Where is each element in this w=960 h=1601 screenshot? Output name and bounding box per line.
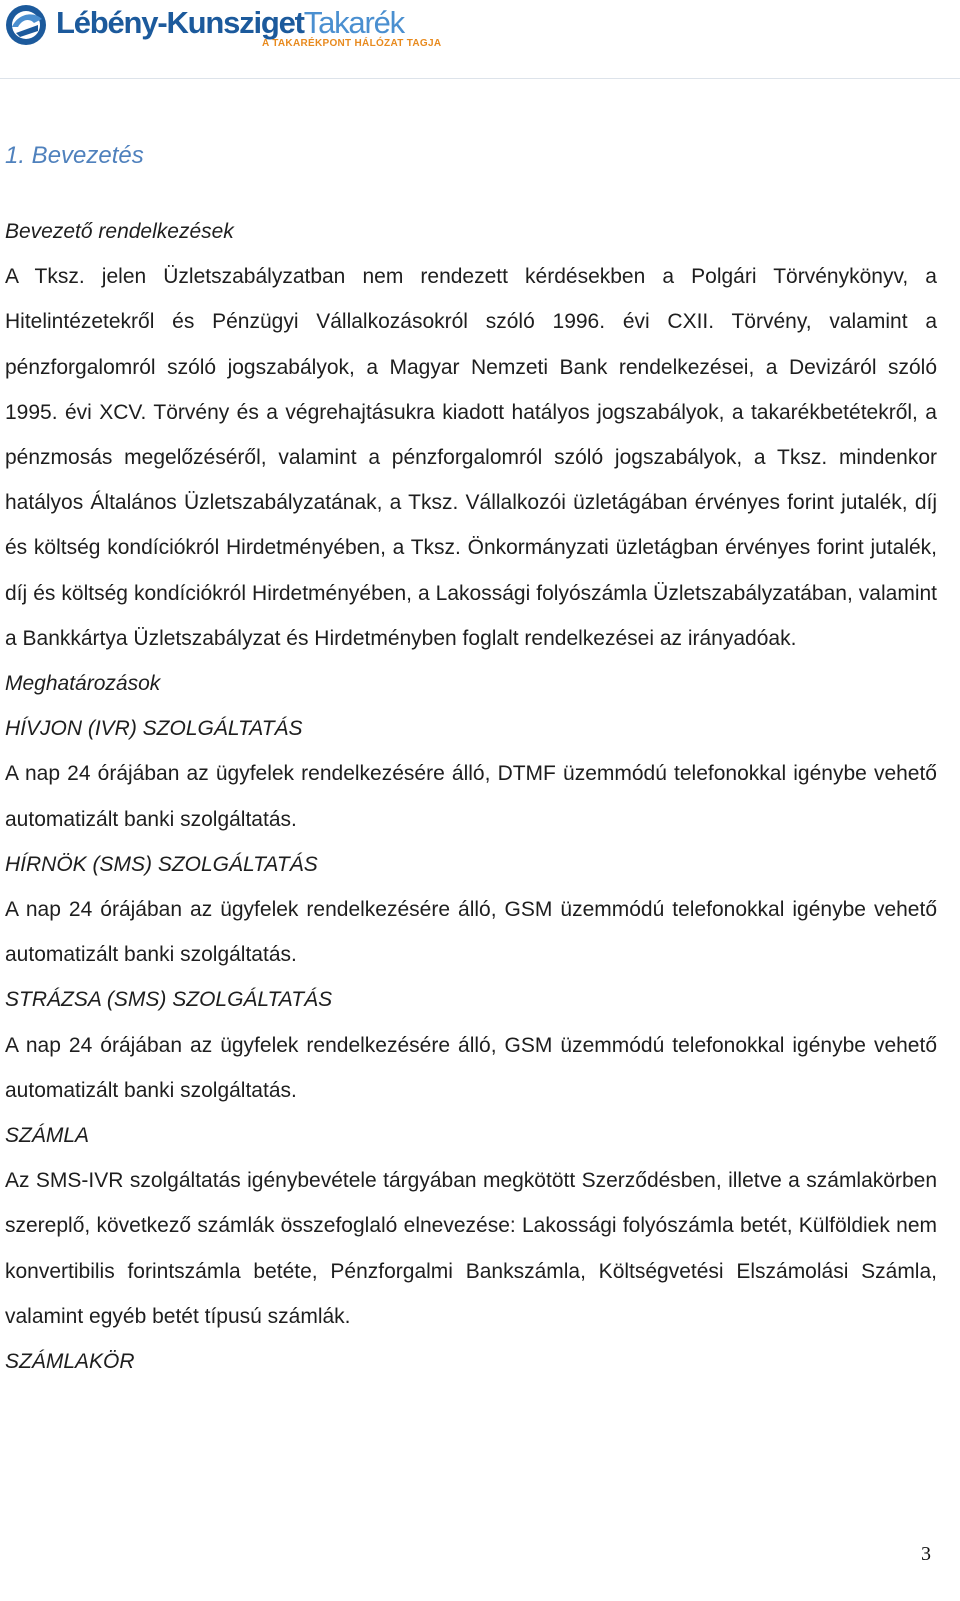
logo-tagline: A TAKARÉKPONT HÁLÓZAT TAGJA <box>262 38 442 49</box>
bank-logo-wordmark <box>56 5 404 41</box>
spacer <box>5 178 937 209</box>
logo-name-part1: Lébény-Kunsziget <box>56 5 304 40</box>
definition-list <box>5 706 937 1384</box>
page-number: 3 <box>921 1543 931 1565</box>
definition-term: STRÁZSA (SMS) SZOLGÁLTATÁS <box>5 988 333 1012</box>
header-divider <box>0 78 960 79</box>
intro-paragraph: A Tksz. jelen Üzletszabályzatban nem rendezett kérdésekben a Polgári Törvénykönyv, a Hitelintézetekről és Pénzügyi Vállalkozásokról szóló 1996. évi CXII. Törvény, valamint a pénzforgalomról szóló jogszabályok, a Magyar Nemzeti Bank rendelkezései, a Devizáról szóló 1995. évi XCV. Törvény és a végrehajtásukra kiadott hatályos jogszabályok, a takarékbetétekről, a pénzmosás megelőzéséről, valamint a pénzforgalomról szóló jogszabályok, a Tksz. mindenkor hatályos Általános Üzletszabályzatának, a Tksz. Vállalkozói üzletágában érvényes forint jutalék, díj és költség kondíciókról Hirdetményében, a Tksz. Önkormányzati üzletágban érvényes forint jutalék, díj és költség kondíciókról Hirdetményében, a Lakossági folyószámla Üzletszabályzatában, valamint a Bankkártya Üzletszabályzat és Hirdetményben foglalt rendelkezései az irányadóak. <box>5 265 937 650</box>
section-heading: 1. Bevezetés <box>5 142 144 169</box>
definition-term: HÍRNÖK (SMS) SZOLGÁLTATÁS <box>5 852 318 876</box>
bank-logo-icon <box>4 3 48 47</box>
definition-term: HÍVJON (IVR) SZOLGÁLTATÁS <box>5 717 303 741</box>
document-body <box>5 133 937 1384</box>
definition-text: A nap 24 órájában az ügyfelek rendelkezésére álló, GSM üzemmódú telefonokkal igénybe vehető automatizált banki szolgáltatás. <box>5 1033 937 1102</box>
page-header <box>0 0 960 80</box>
definition-term: SZÁMLAKÖR <box>5 1350 135 1374</box>
section-subheading: Bevezető rendelkezések <box>5 220 234 243</box>
definition-term: SZÁMLA <box>5 1124 90 1148</box>
definition-text: A nap 24 órájában az ügyfelek rendelkezésére álló, GSM üzemmódú telefonokkal igénybe vehető automatizált banki szolgáltatás. <box>5 898 937 967</box>
definitions-title: Meghatározások <box>5 672 161 696</box>
logo-name-part2: Takarék <box>303 5 404 40</box>
definition-text: Az SMS-IVR szolgáltatás igénybevétele tárgyában megkötött Szerződésben, illetve a számlakörben szereplő, következő számlák összefoglaló elnevezése: Lakossági folyószámla betét, Külföldiek nem konvertibilis forintszámla betéte, Pénzforgalmi Bankszámla, Költségvetési Elszámolási Számla, valamint egyéb betét típusú számlák. <box>5 1169 937 1328</box>
definition-text: A nap 24 órájában az ügyfelek rendelkezésére álló, DTMF üzemmódú telefonokkal igénybe vehető automatizált banki szolgáltatás. <box>5 762 937 831</box>
